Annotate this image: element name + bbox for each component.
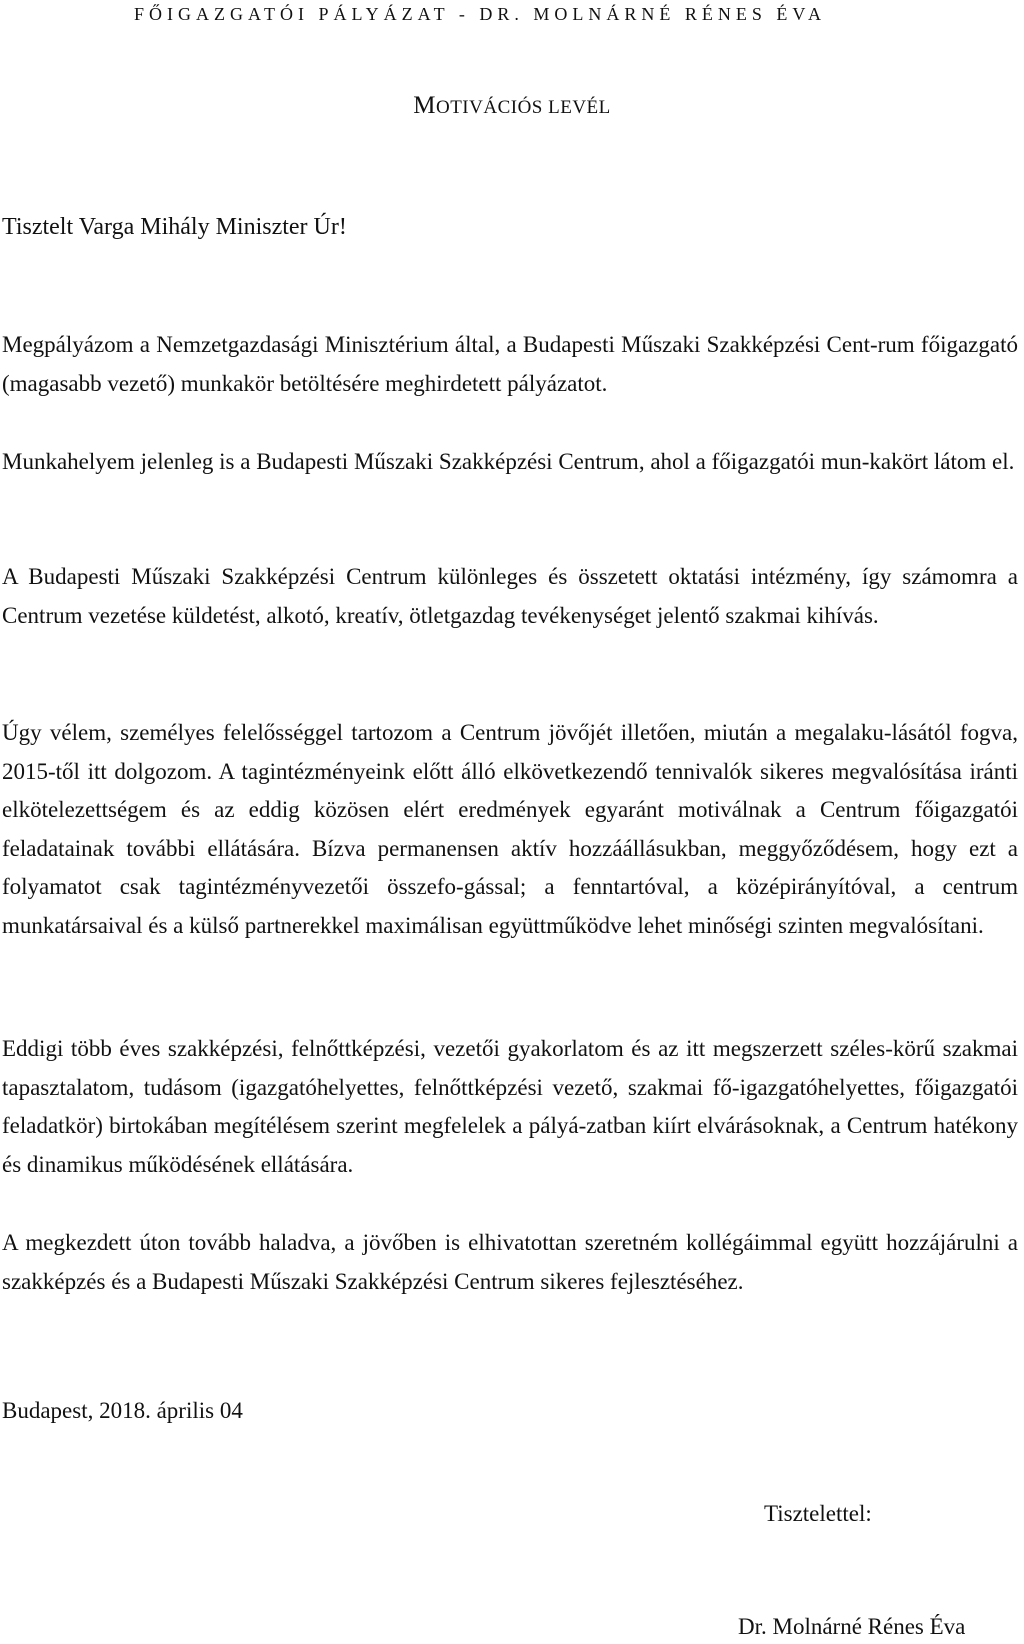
- document-title: [0, 92, 1024, 120]
- title-rest: OTIVÁCIÓS LEVÉL: [435, 97, 611, 118]
- running-header: FŐIGAZGATÓI PÁLYÁZAT - DR. MOLNÁRNÉ RÉNES ÉVA: [133, 4, 827, 24]
- paragraph-responsibility: Úgy vélem, személyes felelősséggel tartozom a Centrum jövőjét illetően, miután a megalaku-lásától fogva, 2015-től itt dolgozom. A tagintézményeink előtt álló elkövetkezendő tennivalók sikeres megvalósítása iránti elkötelezettségem és az eddig közösen elért eredmények egyaránt motiválnak a Centrum főigazgatói feladatainak további ellátására. Bízva permanensen aktív hozzáállásukban, meggyőződésem, hogy ezt a folyamatot csak tagintézményvezetői összefo-gással; a fenntartóval, a középirányítóval, a centrum munkatársaival és a külső partnerekkel maximálisan együttműködve lehet minőségi szinten megvalósítani.: [2, 720, 1018, 938]
- paragraph-experience: Eddigi több éves szakképzési, felnőttképzési, vezetői gyakorlatom és az itt megszerzett széles-körű szakmai tapasztalatom, tudásom (igazgatóhelyettes, felnőttképzési vezető, szakmai fő-igazgatóhelyettes, főigazgatói feladatkör) birtokában megítélésem szerint megfelelek a pályá-zatban kiírt elvárásoknak, a Centrum hatékony és dinamikus működésének ellátására.: [2, 1036, 1018, 1177]
- place-and-date: Budapest, 2018. április 04: [2, 1398, 243, 1423]
- paragraph-commitment: A megkezdett úton tovább haladva, a jövőben is elhivatottan szeretném kollégáimmal együtt hozzájárulni a szakképzés és a Budapesti Műszaki Szakképzési Centrum sikeres fejlesztéséhez.: [2, 1230, 1018, 1294]
- signature-name: Dr. Molnárné Rénes Éva: [738, 1614, 966, 1639]
- paragraph-challenge: A Budapesti Műszaki Szakképzési Centrum különleges és összetett oktatási intézmény, így számomra a Centrum vezetése küldetést, alkotó, kreatív, ötletgazdag tevékenységet jelentő szakmai kihívás.: [2, 564, 1018, 628]
- closing-phrase: Tisztelettel:: [764, 1501, 872, 1526]
- paragraph-application: Megpályázom a Nemzetgazdasági Minisztérium által, a Budapesti Műszaki Szakképzési Cent-rum főigazgató (magasabb vezető) munkakör betöltésére meghirdetett pályázatot.: [2, 332, 1018, 396]
- paragraph-workplace: Munkahelyem jelenleg is a Budapesti Műszaki Szakképzési Centrum, ahol a főigazgatói mun-kakört látom el.: [2, 449, 1015, 474]
- salutation: Tisztelt Varga Mihály Miniszter Úr!: [2, 214, 347, 240]
- title-initial: M: [413, 92, 436, 119]
